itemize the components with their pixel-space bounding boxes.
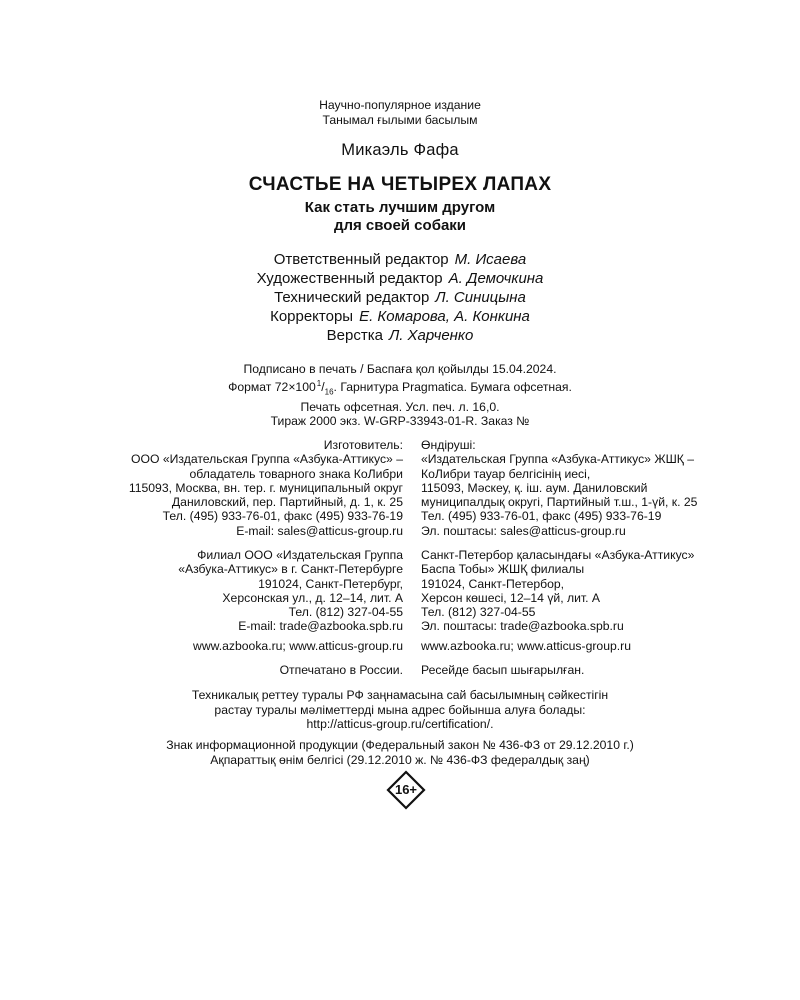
- info-product-sign: [0, 738, 800, 767]
- text-line: Изготовитель:: [323, 438, 403, 452]
- text-line: Эл. поштасы: trade@azbooka.spb.ru: [421, 619, 624, 634]
- text-line: Херсон көшесі, 12–14 үй, лит. А: [421, 590, 601, 605]
- certification-line-1: Техникалық реттеу туралы РФ заңнамасына сай басылымның сәйкестігін: [191, 688, 609, 702]
- text-line: 191024, Санкт-Петербург,: [258, 576, 403, 591]
- text-line: обладатель товарного знака КоЛибри: [189, 466, 403, 481]
- info-sign-line-1: Знак информационной продукции (Федеральный закон № 436-ФЗ от 29.12.2010 г.): [166, 738, 634, 752]
- printed-left: Отпечатано в России.: [279, 663, 403, 677]
- text-line: Херсонская ул., д. 12–14, лит. А: [222, 590, 403, 605]
- branch-kz: [421, 548, 694, 634]
- staff-name: А. Демочкина: [448, 270, 544, 287]
- printing-line: Печать офсетная. Усл. печ. л. 16,0.: [300, 399, 500, 414]
- websites-right: www.azbooka.ru; www.atticus-group.ru: [421, 639, 631, 653]
- staff-row: [0, 307, 800, 326]
- text-line: Даниловский, пер. Партийный, д. 1, к. 25: [171, 495, 403, 510]
- text-line: «Издательская Группа «Азбука-Аттикус» ЖШҚ –: [421, 452, 695, 467]
- text-line: Баспа Тобы» ЖШҚ филиалы: [421, 562, 585, 577]
- book-title: СЧАСТЬЕ НА ЧЕТЫРЕХ ЛАПАХ: [248, 174, 552, 195]
- manufacturer-block: [0, 438, 800, 539]
- signed-for-print: Подписано в печать / Баспаға қол қойылды 15.04.2024.: [243, 362, 557, 376]
- staff-row: [0, 326, 800, 345]
- printed-right: Ресейде басып шығарылған.: [421, 663, 585, 677]
- circulation-line: Тираж 2000 экз. W-GRP-33943-01-R. Заказ №: [270, 414, 530, 428]
- text-line: «Азбука-Аттикус» в г. Санкт-Петербурге: [178, 562, 403, 577]
- staff-row: [0, 269, 800, 288]
- staff-row: [0, 250, 800, 269]
- text-line: 115093, Мәскеу, қ. іш. аум. Даниловский: [421, 480, 648, 495]
- editorial-staff: [0, 250, 800, 345]
- text-line: E-mail: trade@azbooka.spb.ru: [238, 619, 403, 634]
- print-details: [0, 362, 800, 429]
- format-den: 16: [324, 387, 334, 396]
- manufacturer-ru: [129, 438, 403, 538]
- text-line: Тел. (495) 933-76-01, факс (495) 933-76-19: [421, 509, 662, 524]
- age-rating-label: 16+: [394, 782, 418, 797]
- staff-role: Технический редактор: [274, 289, 430, 306]
- staff-role: Ответственный редактор: [273, 251, 449, 268]
- edition-type-kz: Танымал ғылыми басылым: [322, 112, 478, 127]
- age-rating-badge: [386, 770, 426, 810]
- text-line: ООО «Издательская Группа «Азбука-Аттикус» –: [131, 452, 403, 467]
- text-line: муниципалдық округі, Партийный т.ш., 1-үй, к. 25: [421, 495, 698, 510]
- websites-row: [0, 639, 800, 654]
- subtitle-line-2: для своей собаки: [333, 217, 467, 234]
- staff-role: Корректоры: [270, 308, 354, 325]
- text-line: Филиал ООО «Издательская Группа: [197, 548, 403, 562]
- text-line: Тел. (812) 327-04-55: [421, 605, 536, 620]
- author-name: Микаэль Фафа: [341, 141, 459, 159]
- certification-line-3: http://atticus-group.ru/certification/.: [306, 717, 494, 731]
- text-line: Эл. поштасы: sales@atticus-group.ru: [421, 523, 626, 538]
- book-subtitle: [0, 199, 800, 235]
- websites-left: www.azbooka.ru; www.atticus-group.ru: [193, 639, 403, 653]
- staff-name: Л. Харченко: [388, 327, 474, 344]
- text-line: E-mail: sales@atticus-group.ru: [236, 523, 403, 538]
- text-line: 191024, Санкт-Петербор,: [421, 576, 565, 591]
- publisher-columns: [0, 438, 800, 678]
- staff-row: [0, 288, 800, 307]
- staff-role: Верстка: [326, 327, 383, 344]
- branch-block: [0, 548, 800, 634]
- text-line: Тел. (495) 933-76-01, факс (495) 933-76-19: [162, 509, 403, 524]
- branch-ru: [178, 548, 403, 634]
- text-line: 115093, Москва, вн. тер. г. муниципальный округ: [128, 480, 403, 495]
- certification-line-2: растау туралы мәліметтерді мына адрес бойынша алуға болады:: [214, 702, 586, 717]
- info-sign-line-2: Ақпараттық өнім белгісі (29.12.2010 ж. № 436-ФЗ федералдық заң): [210, 752, 590, 767]
- printed-row: [0, 663, 800, 678]
- text-line: КоЛибри тауар белгісінің иесі,: [421, 466, 591, 481]
- staff-name: Е. Комарова, А. Конкина: [359, 308, 530, 325]
- staff-name: Л. Синицына: [435, 289, 526, 306]
- format-line: Формат 72×100 $^1/_{16}$. Гарнитура Pragmatica. Бумага офсетная.: [228, 378, 572, 396]
- format-num: 1: [316, 378, 322, 388]
- staff-name: М. Исаева: [454, 251, 527, 268]
- text-line: Тел. (812) 327-04-55: [288, 605, 403, 620]
- staff-role: Художественный редактор: [256, 270, 443, 287]
- text-line: Санкт-Петербор қаласындағы «Азбука-Аттикус»: [421, 548, 695, 562]
- certification-info: [0, 688, 800, 732]
- edition-type-ru: Научно-популярное издание: [319, 98, 481, 112]
- subtitle-line-1: Как стать лучшим другом: [304, 199, 496, 216]
- edition-type: [0, 98, 800, 127]
- text-line: Өндіруші:: [421, 438, 476, 452]
- format-prefix: Формат 72×100: [228, 379, 316, 394]
- format-suffix: . Гарнитура Pragmatica. Бумага офсетная.: [333, 379, 572, 394]
- manufacturer-kz: [421, 438, 697, 538]
